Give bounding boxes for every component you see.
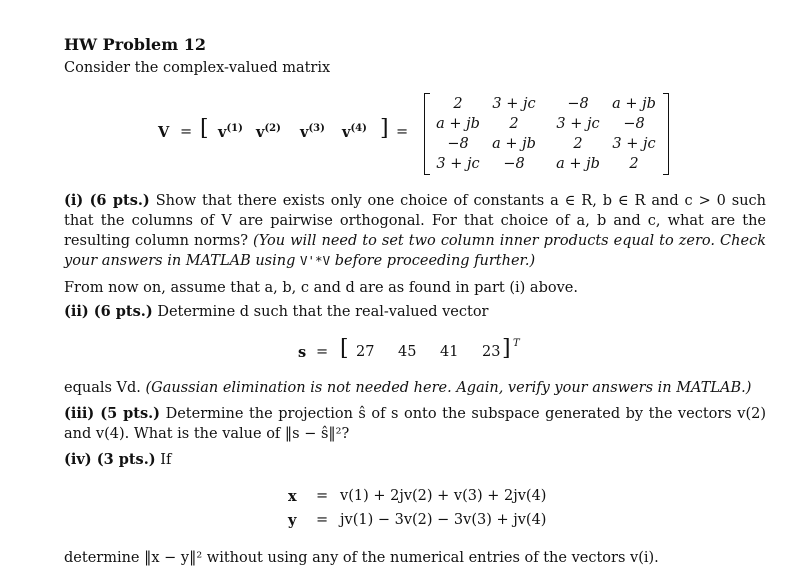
part-ii-text: Determine d such that the real-valued vector bbox=[157, 304, 489, 320]
part-ii-result: equals Vd. bbox=[64, 380, 141, 396]
column-v4: $v^{(4)}$ bbox=[342, 123, 367, 141]
matrix-cell: a + jb bbox=[492, 136, 536, 152]
matrix-cell: 2 bbox=[509, 116, 519, 132]
matrix-cell: 2 bbox=[453, 96, 463, 112]
part-i-note: (You will need to set two column inner products equal to zero. Check your answers in MATLAB using bbox=[64, 233, 766, 269]
s-entry-4: 23 bbox=[482, 344, 501, 360]
y-symbol: y bbox=[288, 512, 297, 529]
part-ii bbox=[64, 302, 766, 322]
matrix-cell: −8 bbox=[503, 156, 525, 172]
matrix-symbol: V bbox=[158, 124, 170, 141]
part-iv-label: (iv) (3 pts.) bbox=[64, 451, 156, 468]
s-entry-1: 27 bbox=[356, 344, 375, 360]
x-symbol: x bbox=[288, 488, 297, 505]
s-bracket-left: [ bbox=[340, 336, 349, 361]
matrix-cell: 3 + jc bbox=[492, 96, 536, 112]
part-i-code: V'*V bbox=[300, 253, 331, 268]
matrix-cell: −8 bbox=[567, 96, 589, 112]
matrix-cell: 3 + jc bbox=[612, 136, 656, 152]
s-symbol: s bbox=[298, 344, 307, 361]
col-bracket-right: ] bbox=[380, 116, 389, 141]
matrix-cell: a + jb bbox=[436, 116, 480, 132]
part-iii-text: Determine the projection ŝ of s onto the subspace generated by the vectors v(2) and v(4). What is the value of ‖s − ŝ‖²? bbox=[64, 406, 767, 442]
column-v2: $v^{(2)}$ bbox=[256, 123, 281, 141]
part-iv-final: determine ‖x − y‖² without using any of the numerical entries of the vectors v(i). bbox=[64, 550, 659, 566]
column-v3: $v^{(3)}$ bbox=[300, 123, 325, 141]
part-iv bbox=[64, 450, 766, 470]
matrix-cell: 2 bbox=[573, 136, 583, 152]
part-i bbox=[64, 191, 766, 271]
problem-page: HW Problem 12 Consider the complex-valued matrix V = [ $v^{(1)}$ $v^{(2)}$ $v^{(3)}$ $v^{(4)}$ ] = 2 3 + jc −8 a + jb a + jb 2 3 + jc −8 −8 a + jb 2 3 + jc 3 + jc −8 a + jb 2 (i) (6 pts.) Show that there exists only one choice of constants a ∈ R, b ∈ R and c > 0 such that the columns of V are pairwise orthogonal. For that choice of a, b and c, what are the resulting column norms? (You will need to set two column inner products equal to zero. Check your answers in MATLAB using V'*V before proceeding further.) From now on, assume that a, b, c and d are as found in part (i) above. (ii) (6 pts.) Determine d such that the real-valued vector s = [ 27 45 41 23 ] T equals Vd. (Gaussian elimination is not needed here. Again, verify your answers in MATLAB.) (iii) (5 pts.) Determine the projection ŝ of s onto the subspace generated by the vectors v(2) and v(4). What is the value of ‖s − ŝ‖²? (iv) (3 pts.) If x = v(1) + 2jv(2) + v(3) + 2jv(4) y = jv(1) − 3v(2) − 3v(3) + jv(4) determine ‖x − y‖² without using any of the numerical entries of the vectors v(i). bbox=[64, 35, 767, 566]
s-entry-3: 41 bbox=[440, 344, 459, 360]
part-i-text: Show that there exists only one choice of constants a ∈ R, b ∈ R and c > 0 such that the columns of V are pairwise orthogonal. For that choice of a, b and c, what are the resulting column norms? bbox=[64, 193, 766, 249]
matrix-cell: a + jb bbox=[556, 156, 600, 172]
equals-sign: = bbox=[180, 124, 193, 140]
intro-text: Consider the complex-valued matrix bbox=[64, 60, 331, 76]
matrix-cell: −8 bbox=[623, 116, 645, 132]
part-iii bbox=[64, 404, 766, 444]
s-entry-2: 45 bbox=[398, 344, 417, 360]
part-i-label: (i) (6 pts.) bbox=[64, 192, 150, 209]
matrix-cell: 2 bbox=[629, 156, 639, 172]
s-bracket-right: ] bbox=[502, 336, 511, 361]
x-equation: v(1) + 2jv(2) + v(3) + 2jv(4) bbox=[340, 488, 547, 504]
matrix-cell: a + jb bbox=[612, 96, 656, 112]
part-ii-after bbox=[64, 378, 766, 398]
column-v1: $v^{(1)}$ bbox=[218, 123, 243, 141]
page-title: HW Problem 12 bbox=[64, 35, 206, 54]
part-ii-note: (Gaussian elimination is not needed here. Again, verify your answers in MATLAB.) bbox=[145, 380, 752, 396]
part-i-note-end: before proceeding further.) bbox=[334, 253, 536, 269]
matrix-cell: −8 bbox=[447, 136, 469, 152]
assumption-text: From now on, assume that a, b, c and d are as found in part (i) above. bbox=[64, 280, 578, 296]
matrix-cell: 3 + jc bbox=[436, 156, 480, 172]
transpose-mark: T bbox=[513, 338, 520, 349]
part-ii-label: (ii) (6 pts.) bbox=[64, 303, 153, 320]
col-bracket-left: [ bbox=[200, 116, 209, 141]
part-iii-label: (iii) (5 pts.) bbox=[64, 405, 161, 422]
matrix-cell: 3 + jc bbox=[556, 116, 600, 132]
y-equation: jv(1) − 3v(2) − 3v(3) + jv(4) bbox=[340, 512, 547, 528]
part-iv-text: If bbox=[160, 452, 172, 468]
